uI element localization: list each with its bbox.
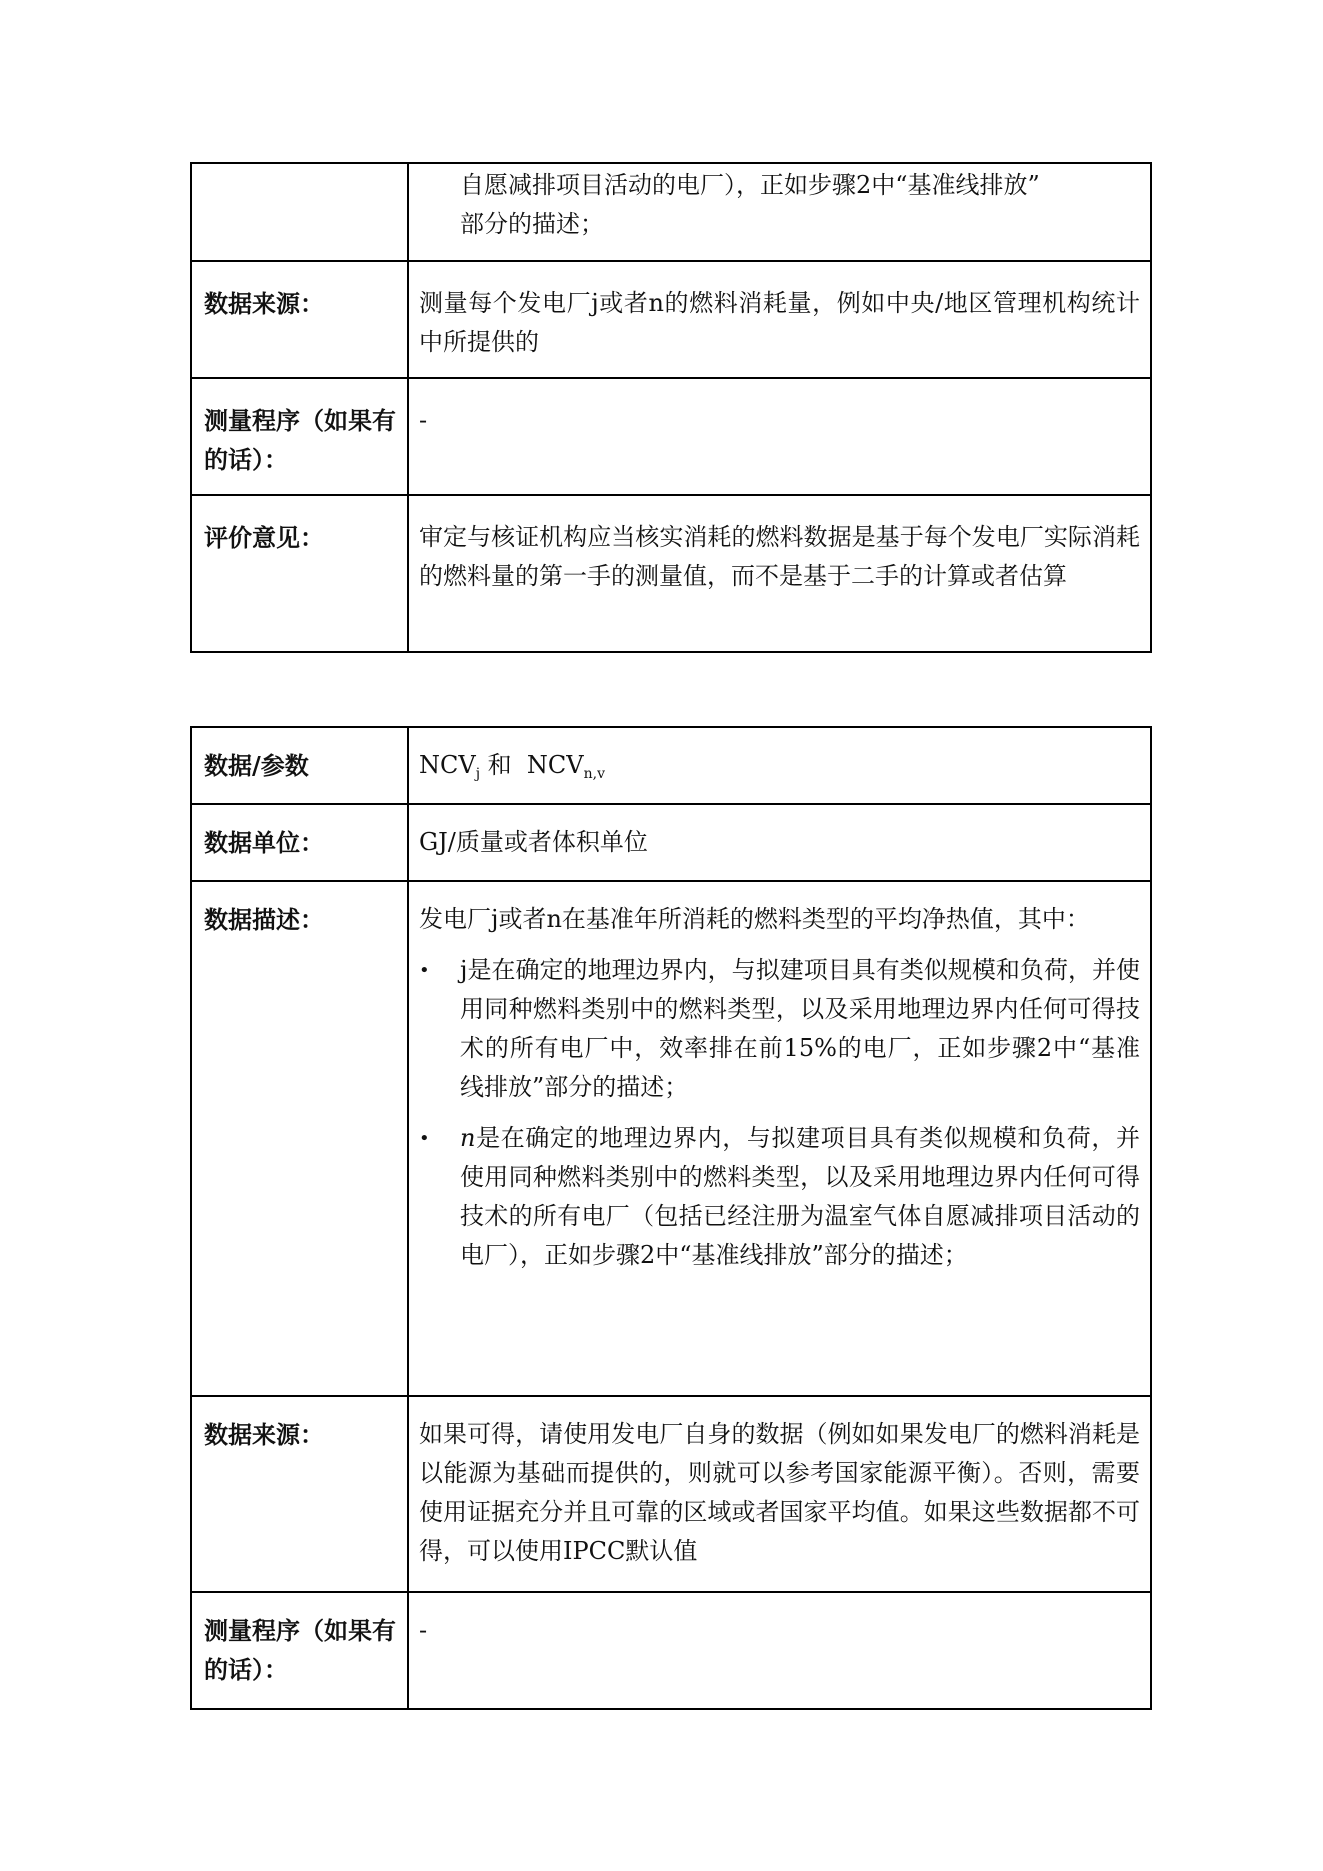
parameter-table-ncv [190,726,1152,1710]
bullet-icon: • [419,1128,430,1149]
continuation-cell [408,163,1151,261]
continuation-line-2: 部分的描述； [460,210,604,238]
row-label: 数据来源： [191,261,408,378]
desc-label: 数据描述： [191,881,408,1396]
table-row [191,881,1151,1396]
unit-label: 数据单位： [191,804,408,881]
empty-label-cell [191,163,408,261]
row-value: 测量每个发电厂j或者n的燃料消耗量，例如中央/地区管理机构统计中所提供的 [408,261,1151,378]
row-value: - [408,378,1151,495]
source-value: 如果可得，请使用发电厂自身的数据（例如如果发电厂的燃料消耗是以能源为基础而提供的，则就可以参考国家能源平衡）。否则，需要使用证据充分并且可靠的区域或者国家平均值。如果这些数据都不可得，可以使用IPCC默认值 [408,1396,1151,1592]
source-label: 数据来源： [191,1396,408,1592]
table-row [191,378,1151,495]
table-row [191,1396,1151,1592]
list-item: • j是在确定的地理边界内，与拟建项目具有类似规模和负荷，并使用同种燃料类别中的燃料类型，以及采用地理边界内任何可得技术的所有电厂中，效率排在前15%的电厂，正如步骤2中“基准线排放”部分的描述； [419,951,1140,1107]
desc-bullet-list [419,951,1140,1275]
proc-label: 测量程序（如果有的话）： [191,1592,408,1709]
row-label: 测量程序（如果有的话）： [191,378,408,495]
unit-value: GJ/质量或者体积单位 [408,804,1151,881]
desc-value [408,881,1151,1396]
table-row [191,727,1151,804]
parameter-table-continued [190,162,1152,653]
table-row [191,1592,1151,1709]
desc-intro: 发电厂j或者n在基准年所消耗的燃料类型的平均净热值，其中： [419,905,1090,933]
row-label: 评价意见： [191,495,408,652]
param-value: $NCV_j$ 和 $NCV_{n,v}$ [408,727,1151,804]
proc-value: - [408,1592,1151,1709]
table-row [191,261,1151,378]
row-value: 审定与核证机构应当核实消耗的燃料数据是基于每个发电厂实际消耗的燃料量的第一手的测量值，而不是基于二手的计算或者估算 [408,495,1151,652]
table-row [191,804,1151,881]
param-label: 数据/参数 [191,727,408,804]
list-item: • n是在确定的地理边界内，与拟建项目具有类似规模和负荷，并使用同种燃料类别中的燃料类型，以及采用地理边界内任何可得技术的所有电厂（包括已经注册为温室气体自愿减排项目活动的电厂），正如步骤2中“基准线排放”部分的描述； [419,1119,1140,1275]
bullet-icon: • [419,960,430,981]
continuation-line-1: 自愿减排项目活动的电厂），正如步骤2中“基准线排放” [460,171,1040,199]
table-row [191,163,1151,261]
table-row [191,495,1151,652]
